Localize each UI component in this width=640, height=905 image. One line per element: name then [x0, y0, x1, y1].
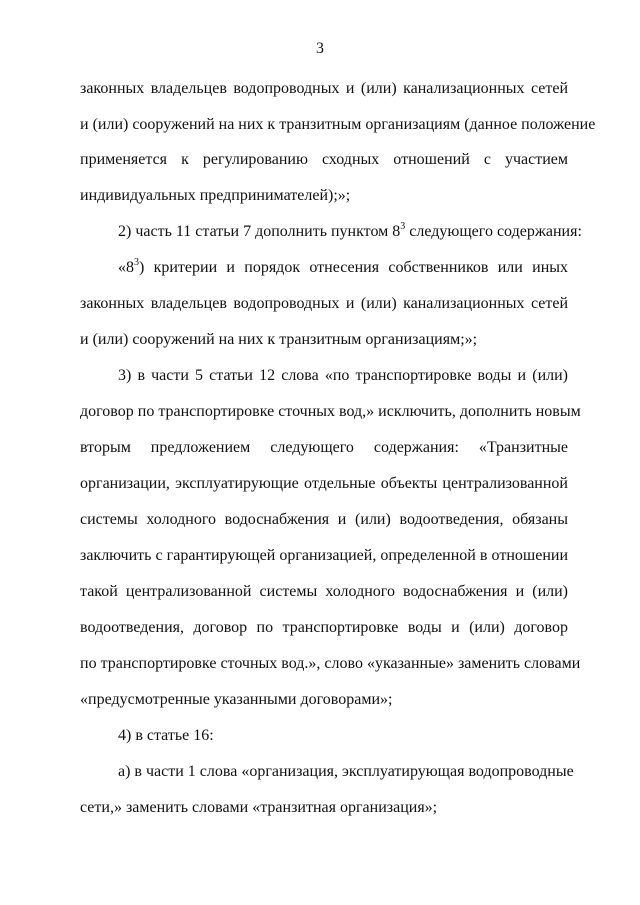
text-line: [80, 258, 568, 280]
text-line: 4) в статье 16:: [118, 727, 214, 744]
text-line: такой централизованной системы холодного водоснабжения и (или): [80, 583, 568, 600]
text-line: вторым предложением следующего содержания: «Транзитные: [80, 439, 568, 456]
text-line: [80, 221, 582, 244]
text-segment: ) критерии и порядок отнесения собственников или иных: [139, 259, 568, 276]
text-line: системы холодного водоснабжения и (или) водоотведения, обязаны: [80, 511, 568, 528]
superscript: 3: [134, 257, 139, 268]
text-line: и (или) сооружений на них к транзитным организациям;»;: [80, 331, 478, 348]
text-line: договор по транспортировке сточных вод,» исключить, дополнить новым: [80, 403, 581, 420]
text-segment: «8: [118, 259, 134, 276]
text-line: «предусмотренные указанными договорами»;: [80, 691, 393, 708]
text-line: организации, эксплуатирующие отдельные объекты централизованной: [80, 475, 568, 492]
text-line: и (или) сооружений на них к транзитным организациям (данное положение: [80, 116, 596, 133]
text-line: по транспортировке сточных вод.», слово «указанные» заменить словами: [80, 655, 581, 672]
text-line: законных владельцев водопроводных и (или) канализационных сетей: [80, 80, 568, 97]
text-line: 3) в части 5 статьи 12 слова «по транспортировке воды и (или): [118, 367, 568, 384]
page-number: 3: [316, 40, 324, 57]
text-line: применяется к регулированию сходных отношений с участием: [80, 151, 568, 168]
text-line: законных владельцев водопроводных и (или) канализационных сетей: [80, 295, 568, 312]
text-line: индивидуальных предпринимателей);»;: [80, 187, 351, 204]
text-line: а) в части 1 слова «организация, эксплуатирующая водопроводные: [118, 763, 574, 780]
superscript: 3: [400, 221, 406, 232]
text-segment: следующего содержания:: [405, 223, 582, 240]
text-line: сети,» заменить словами «транзитная организация»;: [80, 799, 438, 816]
text-line: водоотведения, договор по транспортировке воды и (или) договор: [80, 619, 568, 636]
text-segment: 2) часть 11 статьи 7 дополнить пунктом 8: [118, 223, 401, 240]
text-line: заключить с гарантирующей организацией, определенной в отношении: [80, 547, 568, 564]
